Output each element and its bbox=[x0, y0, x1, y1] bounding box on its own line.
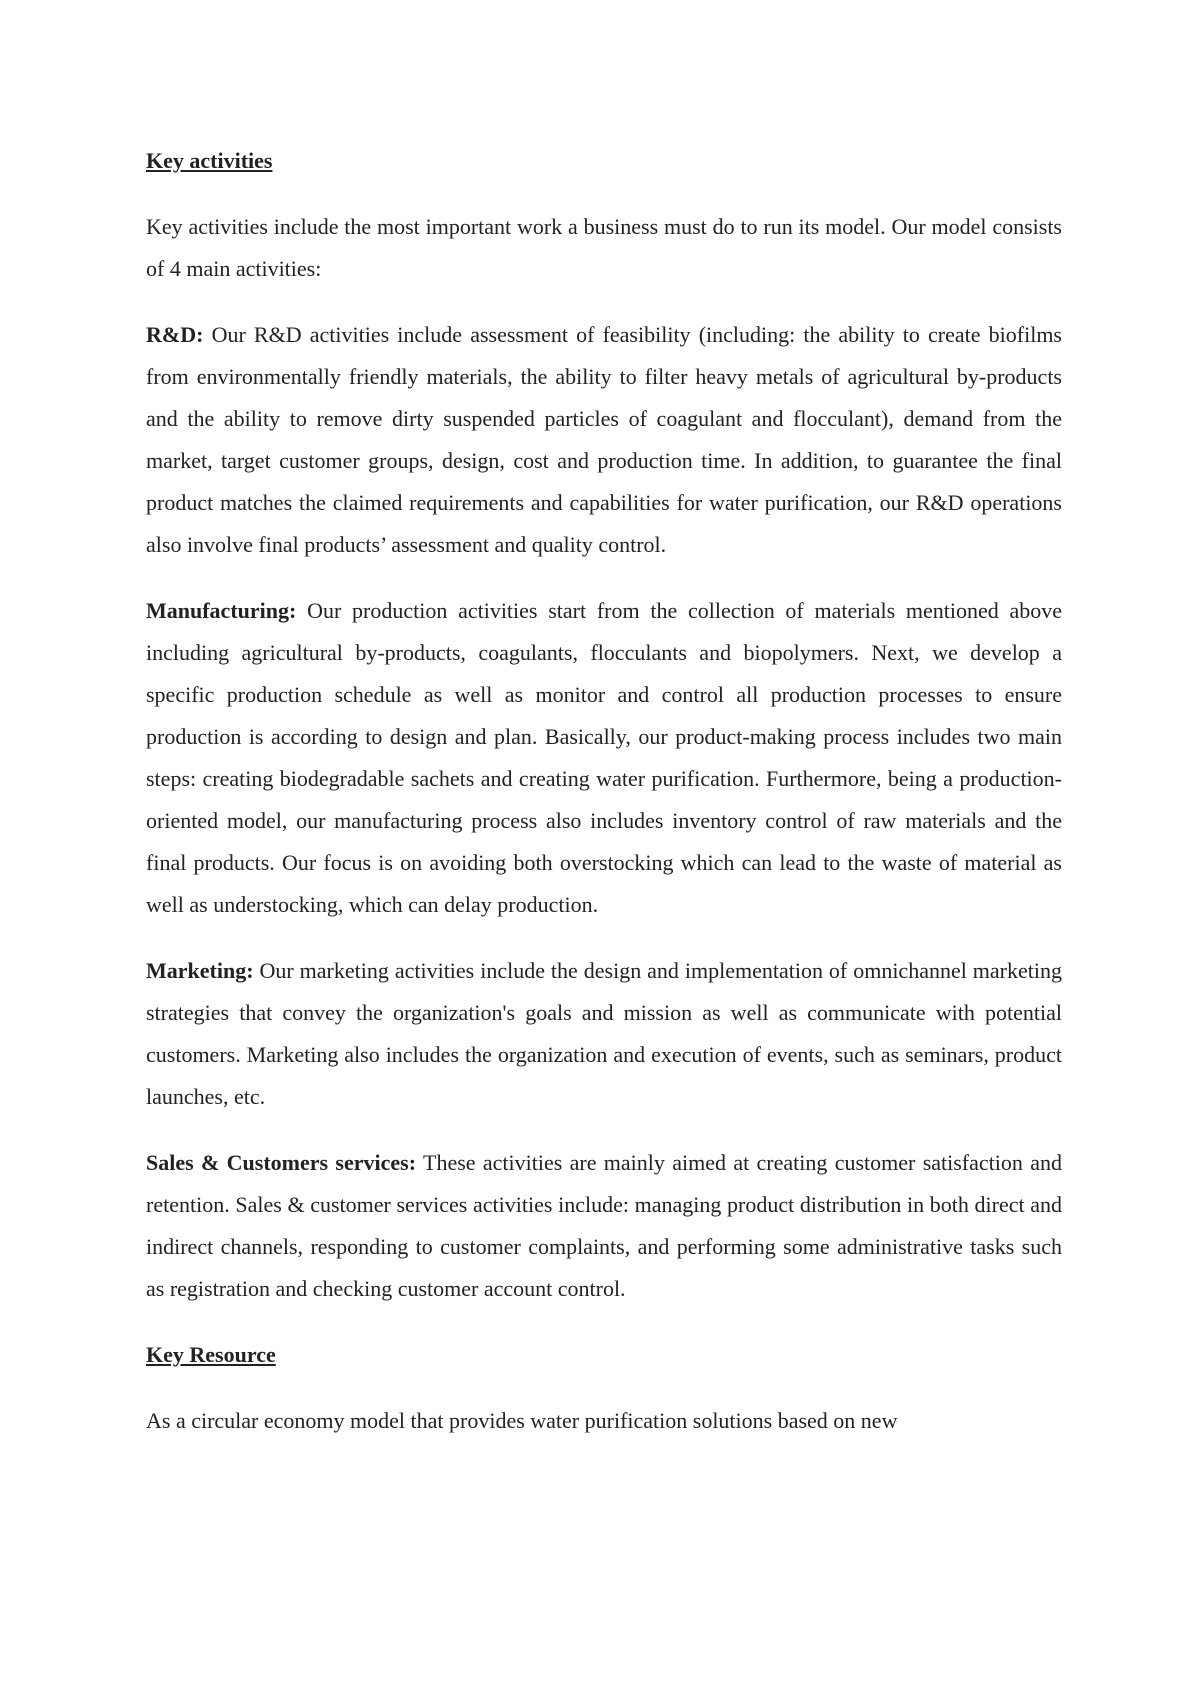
paragraph-marketing-text: Our marketing activities include the design and implementation of omnichannel marketing strategies that convey the organization's goals and mission as well as communicate with potential customers. Marketing also includes the organization and execution of events, such as seminars, product launches, etc. bbox=[146, 958, 1062, 1109]
paragraph-marketing-lead: Marketing: bbox=[146, 958, 254, 983]
paragraph-manufacturing-text: Our production activities start from the collection of materials mentioned above including agricultural by-products, coagulants, flocculants and biopolymers. Next, we develop a specific production schedule as well as monitor and control all production processes to ensure production is according to design and plan. Basically, our product-making process includes two main steps: creating biodegradable sachets and creating water purification. Furthermore, being a production-oriented model, our manufacturing process also includes inventory control of raw materials and the final products. Our focus is on avoiding both overstocking which can lead to the waste of material as well as understocking, which can delay production. bbox=[146, 598, 1062, 917]
paragraph-marketing bbox=[146, 950, 1062, 1118]
paragraph-manufacturing bbox=[146, 590, 1062, 926]
key-resource-intro: As a circular economy model that provides water purification solutions based on new bbox=[146, 1408, 898, 1433]
section-heading-key-resource: Key Resource bbox=[146, 1342, 276, 1367]
paragraph-sales-text: These activities are mainly aimed at creating customer satisfaction and retention. Sales & customer services activities include: managing product distribution in both direct and indirect channels, responding to customer complaints, and performing some administrative tasks such as registration and checking customer account control. bbox=[146, 1150, 1062, 1301]
section-heading-key-activities: Key activities bbox=[146, 148, 273, 173]
key-activities-intro: Key activities include the most important work a business must do to run its model. Our model consists of 4 main activities: bbox=[146, 214, 1062, 281]
paragraph-rnd-lead: R&D: bbox=[146, 322, 204, 347]
paragraph-sales-customer-services bbox=[146, 1142, 1062, 1310]
paragraph-rnd bbox=[146, 314, 1062, 566]
paragraph-sales-lead: Sales & Customers services: bbox=[146, 1150, 417, 1175]
paragraph-rnd-text: Our R&D activities include assessment of feasibility (including: the ability to create biofilms from environmentally friendly materials, the ability to filter heavy metals of agricultural by-products and the ability to remove dirty suspended particles of coagulant and flocculant), demand from the market, target customer groups, design, cost and production time. In addition, to guarantee the final product matches the claimed requirements and capabilities for water purification, our R&D operations also involve final products’ assessment and quality control. bbox=[146, 322, 1062, 557]
paragraph-manufacturing-lead: Manufacturing: bbox=[146, 598, 297, 623]
document-page bbox=[146, 140, 1062, 1466]
